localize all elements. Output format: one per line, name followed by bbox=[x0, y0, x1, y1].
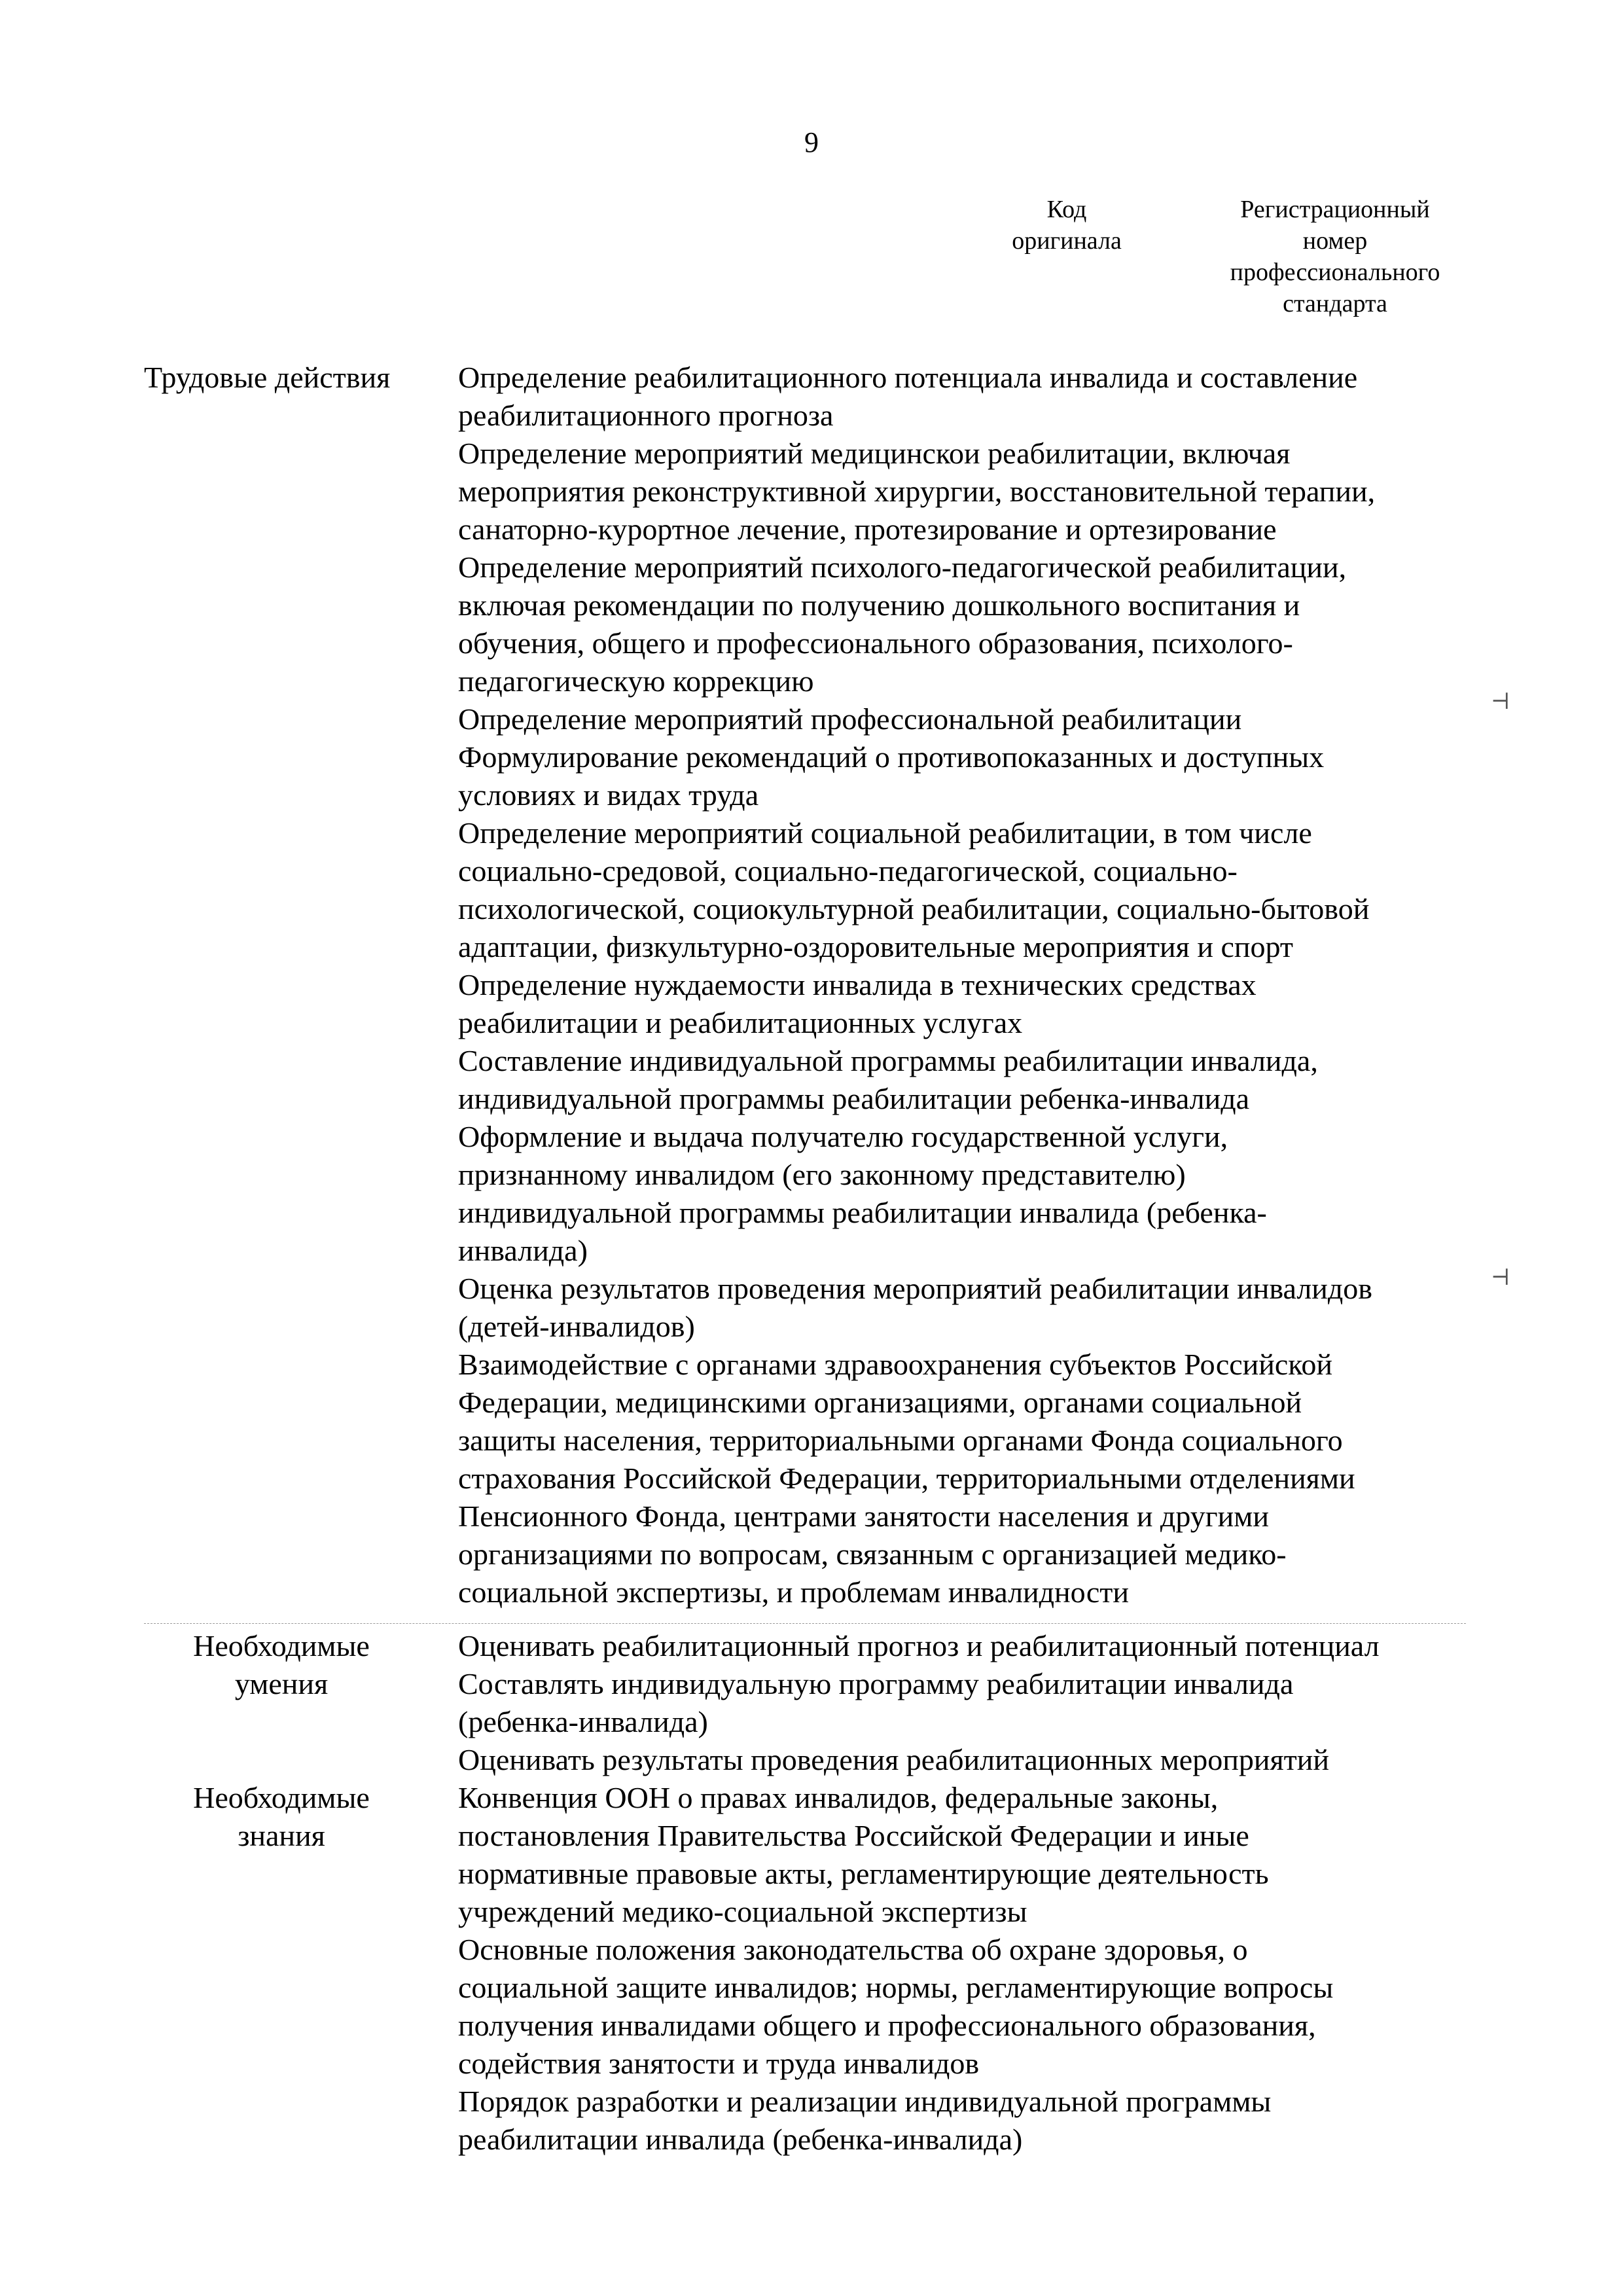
item-text-line: получения инвалидами общего и профессионального образования, bbox=[458, 2009, 1316, 2042]
item-text-line: условиях и видах труда bbox=[458, 778, 759, 812]
header-line: Код bbox=[1046, 196, 1087, 223]
item-text-line: Порядок разработки и реализации индивидуальной программы bbox=[458, 2085, 1272, 2118]
list-item bbox=[458, 966, 1531, 1042]
item-text-line: учреждений медико-социальной экспертизы bbox=[458, 1895, 1027, 1928]
item-text-line: Пенсионного Фонда, центрами занятости населения и другими bbox=[458, 1499, 1269, 1533]
item-text-line: Определение мероприятий социальной реабилитации, в том числе bbox=[458, 816, 1312, 850]
item-text-line: санаторно-курортное лечение, протезирование и ортезирование bbox=[458, 512, 1277, 546]
list-item bbox=[458, 1270, 1531, 1346]
list-item bbox=[458, 1627, 1531, 1665]
registration-number-header bbox=[1198, 194, 1472, 319]
item-text-line: Составление индивидуальной программы реабилитации инвалида, bbox=[458, 1044, 1318, 1077]
list-item bbox=[458, 1042, 1531, 1118]
item-text-line: обучения, общего и профессионального образования, психолого- bbox=[458, 626, 1293, 660]
item-text-line: Взаимодействие с органами здравоохранения субъектов Российской bbox=[458, 1348, 1332, 1381]
item-text-line: индивидуальной программы реабилитации инвалида (ребенка- bbox=[458, 1196, 1267, 1229]
item-text-line: Оформление и выдача получателю государственной услуги, bbox=[458, 1120, 1228, 1153]
list-item bbox=[458, 814, 1531, 966]
item-text-line: включая рекомендации по получению дошкольного воспитания и bbox=[458, 588, 1300, 622]
item-text-line: (детей-инвалидов) bbox=[458, 1310, 695, 1343]
item-text-line: педагогическую коррекцию bbox=[458, 664, 814, 698]
item-text-line: организациями по вопросам, связанным с организацией медико- bbox=[458, 1537, 1287, 1571]
list-item bbox=[458, 1346, 1531, 1611]
header-line: стандарта bbox=[1283, 290, 1387, 317]
header-line: номер bbox=[1302, 227, 1368, 255]
list-item bbox=[458, 1741, 1531, 1779]
item-text-line: реабилитационного прогноза bbox=[458, 399, 834, 432]
item-text-line: мероприятия реконструктивной хирургии, восстановительной терапии, bbox=[458, 475, 1376, 508]
item-text-line: защиты населения, территориальными органами Фонда социального bbox=[458, 1424, 1343, 1457]
header-line: Регистрационный bbox=[1240, 196, 1430, 223]
label-line: умения bbox=[234, 1667, 329, 1700]
item-text-line: содействия занятости и труда инвалидов bbox=[458, 2047, 980, 2080]
item-text-line: Формулирование рекомендаций о противопоказанных и доступных bbox=[458, 740, 1325, 774]
item-text-line: Определение нуждаемости инвалида в технических средствах bbox=[458, 968, 1257, 1001]
label-line: Трудовые действия bbox=[144, 361, 391, 394]
required-skills-list bbox=[458, 1627, 1531, 1779]
scan-mark: ⊣ bbox=[1491, 1266, 1510, 1290]
list-item bbox=[458, 1665, 1531, 1741]
item-text-line: социальной защите инвалидов; нормы, регламентирующие вопросы bbox=[458, 1971, 1334, 2004]
list-item bbox=[458, 1118, 1531, 1270]
item-text-line: Определение мероприятий психолого-педагогической реабилитации, bbox=[458, 550, 1347, 584]
list-item bbox=[458, 548, 1531, 700]
item-text-line: индивидуальной программы реабилитации ребенка-инвалида bbox=[458, 1082, 1250, 1115]
item-text-line: (ребенка-инвалида) bbox=[458, 1705, 708, 1738]
item-text-line: Определение мероприятий медицинскои реабилитации, включая bbox=[458, 437, 1291, 470]
item-text-line: Составлять индивидуальную программу реабилитации инвалида bbox=[458, 1667, 1294, 1700]
item-text-line: психологической, социокультурной реабилитации, социально-бытовой bbox=[458, 892, 1370, 925]
list-item bbox=[458, 359, 1531, 435]
item-text-line: постановления Правительства Российской Федерации и иные bbox=[458, 1819, 1249, 1852]
list-item bbox=[458, 2083, 1531, 2159]
page-number: 9 bbox=[804, 126, 819, 158]
item-text-line: социально-средовой, социально-педагогической, социально- bbox=[458, 854, 1238, 888]
item-text-line: признанному инвалидом (его законному представителю) bbox=[458, 1158, 1186, 1191]
original-code-header bbox=[969, 194, 1165, 257]
item-text-line: реабилитации инвалида (ребенка-инвалида) bbox=[458, 2123, 1023, 2156]
list-item bbox=[458, 738, 1531, 814]
list-item bbox=[458, 435, 1531, 548]
item-text-line: инвалида) bbox=[458, 1234, 588, 1267]
list-item bbox=[458, 1779, 1531, 1931]
labor-actions-label bbox=[144, 359, 458, 397]
item-text-line: Оценивать реабилитационный прогноз и реабилитационный потенциал bbox=[458, 1629, 1380, 1662]
scan-mark: ⊣ bbox=[1491, 690, 1510, 714]
label-line: знания bbox=[238, 1819, 325, 1852]
item-text-line: Определение мероприятий профессиональной реабилитации bbox=[458, 702, 1242, 736]
item-text-line: адаптации, физкультурно-оздоровительные мероприятия и спорт bbox=[458, 930, 1293, 963]
item-text-line: нормативные правовые акты, регламентирующие деятельность bbox=[458, 1857, 1269, 1890]
required-knowledge-label bbox=[124, 1779, 438, 1855]
labor-actions-list bbox=[458, 359, 1531, 1611]
list-item bbox=[458, 700, 1531, 738]
item-text-line: Основные положения законодательства об охране здоровья, о bbox=[458, 1933, 1248, 1966]
item-text-line: Определение реабилитационного потенциала инвалида и составление bbox=[458, 361, 1358, 394]
required-skills-label bbox=[124, 1627, 438, 1703]
item-text-line: социальной экспертизы, и проблемам инвалидности bbox=[458, 1575, 1129, 1609]
header-line: профессионального bbox=[1230, 259, 1440, 286]
item-text-line: Конвенция ООН о правах инвалидов, федеральные законы, bbox=[458, 1781, 1219, 1814]
item-text-line: Оценка результатов проведения мероприятий реабилитации инвалидов bbox=[458, 1272, 1373, 1305]
item-text-line: страхования Российской Федерации, территориальными отделениями bbox=[458, 1462, 1355, 1495]
header-line: оригинала bbox=[1012, 227, 1122, 255]
label-line: Необходимые bbox=[193, 1781, 370, 1814]
required-knowledge-list bbox=[458, 1779, 1531, 2159]
item-text-line: Федерации, медицинскими организациями, органами социальной bbox=[458, 1386, 1302, 1419]
list-item bbox=[458, 1931, 1531, 2083]
section-divider bbox=[144, 1623, 1466, 1624]
label-line: Необходимые bbox=[193, 1629, 370, 1662]
item-text-line: Оценивать результаты проведения реабилитационных мероприятий bbox=[458, 1743, 1329, 1776]
item-text-line: реабилитации и реабилитационных услугах bbox=[458, 1006, 1023, 1039]
